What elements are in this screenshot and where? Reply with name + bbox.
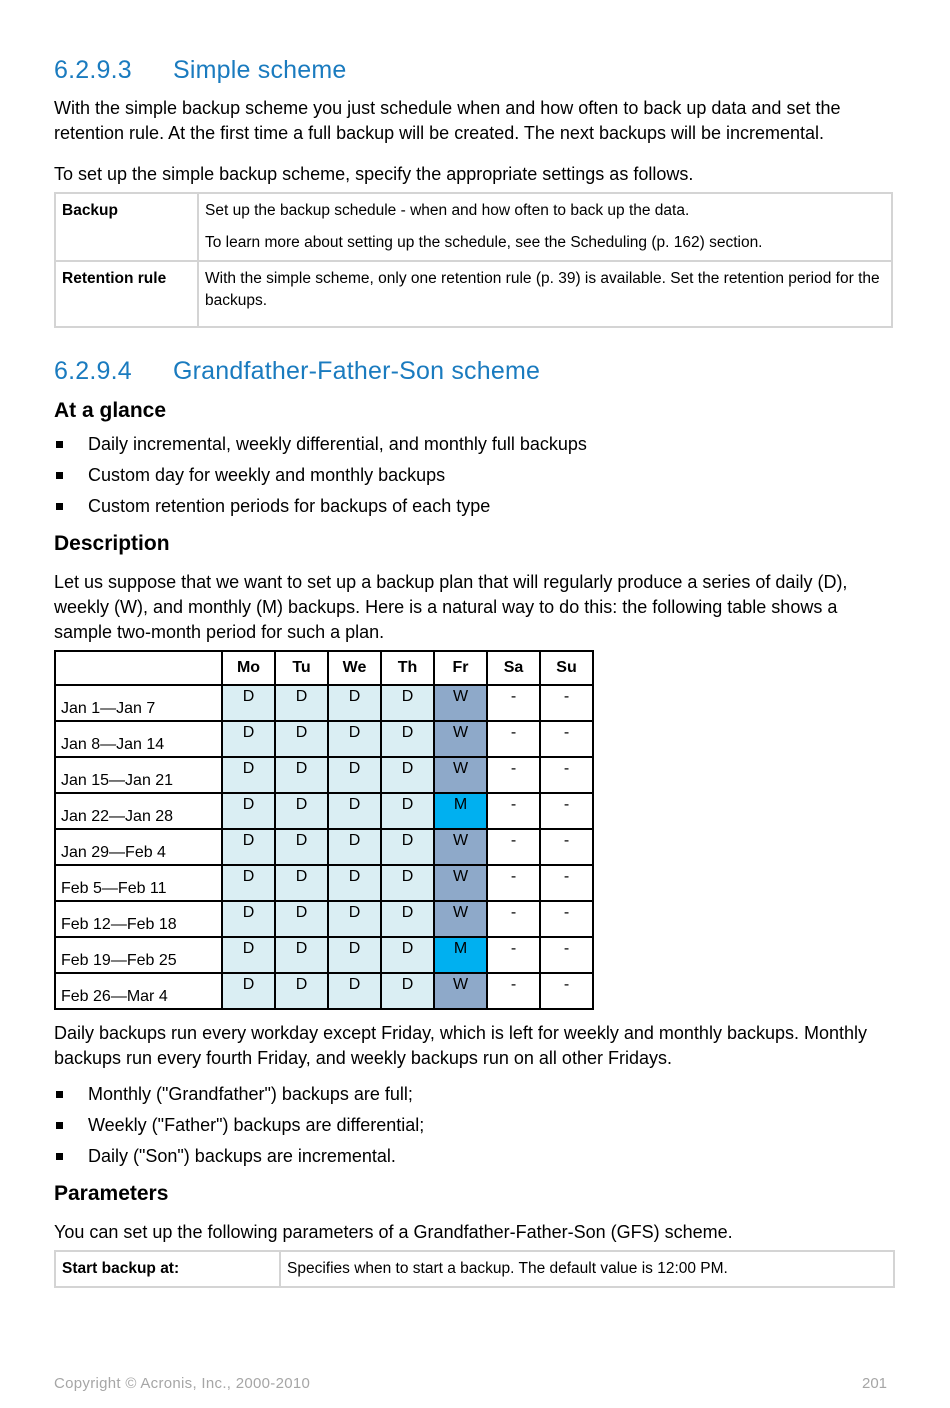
backup-cell: W — [434, 829, 487, 865]
table-row — [55, 261, 892, 327]
description-heading: Description — [54, 532, 170, 555]
day-header: Sa — [487, 651, 540, 685]
backup-cell: M — [434, 937, 487, 973]
list-item-text: Custom day for weekly and monthly backups — [88, 465, 446, 485]
backup-cell: D — [222, 973, 275, 1009]
backup-cell: D — [328, 829, 381, 865]
backup-cell: D — [222, 685, 275, 721]
backup-cell: D — [275, 721, 328, 757]
week-label: Jan 29—Feb 4 — [55, 829, 222, 865]
week-label: Feb 26—Mar 4 — [55, 973, 222, 1009]
day-header: Tu — [275, 651, 328, 685]
backup-cell: - — [487, 937, 540, 973]
section-number: 6.2.9.3 — [54, 56, 132, 84]
table-row — [55, 193, 892, 261]
backup-cell: D — [381, 721, 434, 757]
at-a-glance-list — [54, 429, 587, 522]
backup-cell: - — [540, 901, 593, 937]
backup-cell: D — [381, 901, 434, 937]
backup-cell: D — [381, 793, 434, 829]
value-cell: Specifies when to start a backup. The default value is 12:00 PM. — [280, 1251, 894, 1287]
backup-cell: W — [434, 757, 487, 793]
day-header: Mo — [222, 651, 275, 685]
backup-cell: - — [487, 829, 540, 865]
simple-settings-table — [54, 192, 893, 328]
parameters-paragraph: You can set up the following parameters of a Grandfather-Father-Son (GFS) scheme. — [54, 1222, 733, 1242]
backup-cell: - — [487, 973, 540, 1009]
backup-cell: D — [222, 793, 275, 829]
section-title: Grandfather-Father-Son scheme — [173, 357, 541, 385]
value-cell: With the simple scheme, only one retention rule (p. 39) is available. Set the retention period for the backups. — [198, 261, 892, 327]
bullet-icon — [56, 503, 63, 510]
backup-cell: D — [381, 685, 434, 721]
bullet-icon — [56, 441, 63, 448]
description-paragraph: Let us suppose that we want to set up a backup plan that will regularly produce a series of daily (D), weekly (W), and monthly (M) backups. Here is a natural way to do this: the following table shows a sample two-month period for such a plan. — [54, 572, 848, 642]
list-item — [54, 429, 587, 460]
backup-cell: - — [540, 757, 593, 793]
week-label: Feb 12—Feb 18 — [55, 901, 222, 937]
backup-cell: D — [222, 829, 275, 865]
backup-cell: - — [487, 901, 540, 937]
backup-cell: D — [381, 865, 434, 901]
backup-cell: W — [434, 973, 487, 1009]
footer-page-number: 201 — [862, 1375, 888, 1392]
after-table-paragraph: Daily backups run every workday except Friday, which is left for weekly and monthly backups. Monthly backups run every fourth Friday, and weekly backups run on all other Fridays. — [54, 1023, 868, 1068]
list-item — [54, 491, 587, 522]
backup-cell: D — [381, 973, 434, 1009]
list-item-text: Daily ("Son") backups are incremental. — [88, 1146, 396, 1166]
day-header: Su — [540, 651, 593, 685]
backup-cell: - — [540, 721, 593, 757]
week-label: Jan 8—Jan 14 — [55, 721, 222, 757]
list-item — [54, 1141, 424, 1172]
backup-cell: - — [487, 721, 540, 757]
backup-cell: D — [275, 865, 328, 901]
backup-cell: D — [328, 721, 381, 757]
backup-cell: D — [222, 901, 275, 937]
week-label: Jan 1—Jan 7 — [55, 685, 222, 721]
backup-cell: D — [328, 793, 381, 829]
backup-cell: W — [434, 685, 487, 721]
backup-cell: W — [434, 901, 487, 937]
backup-cell: D — [275, 973, 328, 1009]
key-cell: Retention rule — [55, 261, 198, 327]
backup-cell: D — [275, 901, 328, 937]
corner-cell — [55, 651, 222, 685]
backup-cell: D — [222, 937, 275, 973]
backup-cell: D — [328, 685, 381, 721]
week-label: Feb 19—Feb 25 — [55, 937, 222, 973]
backup-cell: D — [381, 757, 434, 793]
week-label: Feb 5—Feb 11 — [55, 865, 222, 901]
backup-cell: W — [434, 865, 487, 901]
table-row — [55, 1251, 894, 1287]
backup-cell: M — [434, 793, 487, 829]
key-cell: Backup — [55, 193, 198, 261]
simple-intro-paragraph: With the simple backup scheme you just schedule when and how often to back up data and set the retention rule. At the first time a full backup will be created. The next backups will be incremental. — [54, 98, 841, 143]
list-item-text: Custom retention periods for backups of each type — [88, 496, 491, 516]
backup-cell: W — [434, 721, 487, 757]
bullet-icon — [56, 472, 63, 479]
week-label: Jan 22—Jan 28 — [55, 793, 222, 829]
bullet-icon — [56, 1153, 63, 1160]
list-item — [54, 460, 587, 491]
day-header: Fr — [434, 651, 487, 685]
backup-cell: - — [487, 757, 540, 793]
value-line: Set up the backup schedule - when and how often to back up the data. — [205, 202, 690, 219]
backup-cell: D — [328, 973, 381, 1009]
table-row — [55, 937, 593, 973]
table-row — [55, 757, 593, 793]
table-row — [55, 973, 593, 1009]
backup-cell: D — [328, 901, 381, 937]
backup-cell: - — [487, 865, 540, 901]
backup-cell: D — [328, 937, 381, 973]
simple-setup-paragraph: To set up the simple backup scheme, specify the appropriate settings as follows. — [54, 164, 694, 184]
backup-cell: D — [328, 757, 381, 793]
list-item — [54, 1110, 424, 1141]
backup-cell: - — [487, 793, 540, 829]
parameters-table — [54, 1250, 895, 1288]
list-item-text: Monthly ("Grandfather") backups are full; — [88, 1084, 413, 1104]
backup-cell: D — [222, 865, 275, 901]
schedule-table — [54, 650, 594, 1010]
bullet-icon — [56, 1122, 63, 1129]
backup-cell: D — [275, 829, 328, 865]
week-label: Jan 15—Jan 21 — [55, 757, 222, 793]
backup-cell: - — [487, 685, 540, 721]
backup-cell: D — [275, 937, 328, 973]
backup-cell: - — [540, 685, 593, 721]
table-header-row — [55, 651, 593, 685]
list-item-text: Weekly ("Father") backups are differential; — [88, 1115, 425, 1135]
section-heading-gfs — [54, 357, 540, 386]
day-header: We — [328, 651, 381, 685]
backup-cell: D — [275, 793, 328, 829]
key-cell: Start backup at: — [55, 1251, 280, 1287]
table-row — [55, 685, 593, 721]
backup-cell: D — [222, 757, 275, 793]
table-row — [55, 793, 593, 829]
parameters-heading: Parameters — [54, 1182, 169, 1205]
backup-cell: D — [381, 829, 434, 865]
section-title: Simple scheme — [173, 56, 347, 84]
table-row — [55, 721, 593, 757]
backup-cell: - — [540, 793, 593, 829]
section-number: 6.2.9.4 — [54, 357, 132, 385]
backup-cell: D — [328, 865, 381, 901]
list-item — [54, 1079, 424, 1110]
backup-cell: - — [540, 973, 593, 1009]
backup-cell: - — [540, 937, 593, 973]
backup-cell: D — [381, 937, 434, 973]
backup-cell: D — [222, 721, 275, 757]
value-line: To learn more about setting up the schedule, see the Scheduling (p. 162) section. — [205, 234, 763, 251]
table-row — [55, 901, 593, 937]
backup-cell: - — [540, 865, 593, 901]
list-item-text: Daily incremental, weekly differential, and monthly full backups — [88, 434, 587, 454]
backup-cell: D — [275, 685, 328, 721]
table-row — [55, 829, 593, 865]
backup-types-list — [54, 1079, 424, 1172]
table-row — [55, 865, 593, 901]
backup-cell: - — [540, 829, 593, 865]
footer-copyright: Copyright © Acronis, Inc., 2000-2010 — [54, 1375, 311, 1392]
value-cell — [198, 193, 892, 261]
bullet-icon — [56, 1091, 63, 1098]
backup-cell: D — [275, 757, 328, 793]
day-header: Th — [381, 651, 434, 685]
section-heading-simple — [54, 56, 347, 85]
at-a-glance-heading: At a glance — [54, 399, 167, 422]
